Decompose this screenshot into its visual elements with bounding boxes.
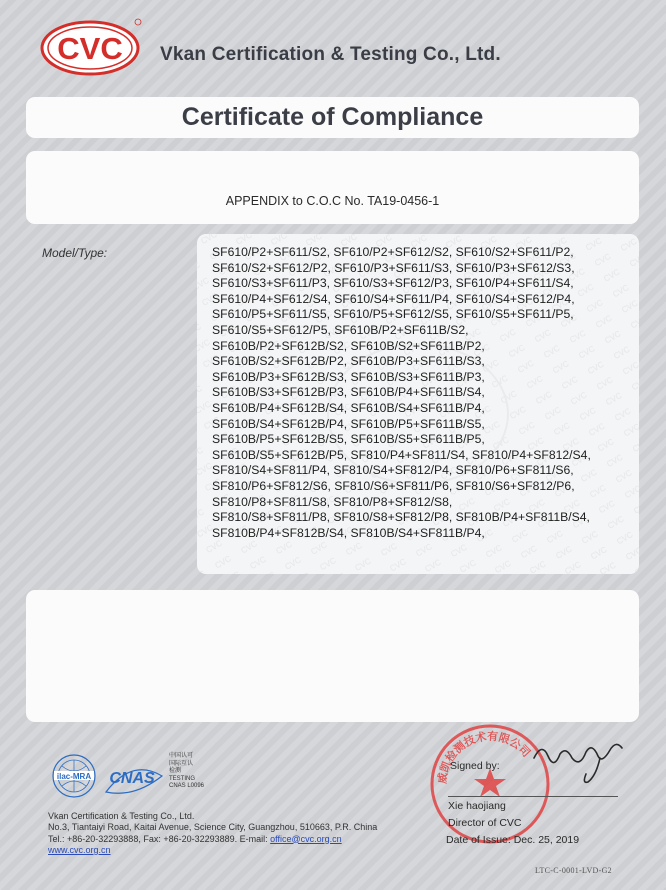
cvc-logo [40,18,144,76]
footer-company: Vkan Certification & Testing Co., Ltd. [48,811,195,821]
model-line: SF810/S4+SF811/P4, SF810/S4+SF812/P4, SF810/P6+SF811/S6, [212,463,574,478]
signatory-position: Director of CVC [448,817,522,829]
model-line: SF610B/P4+SF612B/S4, SF610B/S4+SF611B/P4, [212,400,485,415]
model-line: SF610/S3+SF611/P3, SF610/S3+SF612/P3, SF610/P4+SF611/S4, [212,276,574,291]
model-list-box [197,234,639,574]
signed-by-label: Signed by: [450,760,500,772]
blank-box [26,590,639,722]
model-line: SF610/P2+SF611/S2, SF610/P2+SF612/S2, SF610/S2+SF611/P2, [212,245,574,259]
model-line: SF610/P4+SF612/S4, SF610/S4+SF611/P4, SF610/S4+SF612/P4, [212,291,575,306]
model-line: SF810/P6+SF812/S6, SF810/S6+SF811/P6, SF810/S6+SF812/P6, [212,478,575,493]
model-line: SF610/S2+SF612/P2, SF610/P3+SF611/S3, SF610/P3+SF612/S3, [212,260,575,275]
company-title: Vkan Certification & Testing Co., Ltd. [160,44,501,65]
signatory-name: Xie haojiang [448,800,506,812]
model-line: SF810/P8+SF811/S8, SF810/P8+SF812/S8, [212,494,453,509]
ilac-mra-logo [52,750,172,802]
model-line: SF810/S8+SF811/P8, SF810/S8+SF812/P8, SF810B/P4+SF811B/S4, [212,510,590,525]
model-type-label: Model/Type: [42,246,108,260]
svg-text:威凯检测技术有限公司 [435,729,534,785]
footer-contact [48,811,377,856]
footer-address: No.3, Tiantaiyi Road, Kaitai Avenue, Science City, Guangzhou, 510663, P.R. China [48,822,378,833]
email-link[interactable]: office@cvc.org.cn [270,833,342,844]
cnas-accreditation-text: 中国认可 国际互认 检测 TESTING CNAS L0096 [169,753,205,789]
model-line: SF610/S5+SF612/P5, SF610B/P2+SF611B/S2, [212,322,469,337]
footer-phone-line [48,834,377,845]
model-line: SF610B/S4+SF612B/P4, SF610B/P5+SF611B/S5, [212,416,485,431]
handwritten-signature [530,728,630,788]
logo-text: CVC [57,31,123,66]
model-line: SF610B/P2+SF612B/S2, SF610B/S2+SF611B/P2, [212,338,485,353]
model-line: SF610/P5+SF611/S5, SF610/P5+SF612/S5, SF610/S5+SF611/P5, [212,307,574,322]
certificate-title: Certificate of Compliance [181,103,484,131]
model-line: SF610B/S5+SF612B/P5, SF810/P4+SF811/S4, SF810/P4+SF812/S4, [212,447,591,462]
model-line: SF610B/P3+SF612B/S3, SF610B/S3+SF611B/P3, [212,369,485,384]
signature-line [448,796,618,797]
document-code: LTC-C-0001-LVD-G2 [535,866,612,875]
model-line: SF610B/S3+SF612B/P3, SF610B/P4+SF611B/S4, [212,385,485,400]
header [40,12,640,82]
title-box [26,97,639,138]
appendix-box [26,151,639,224]
ilac-text: ilac-MRA [56,772,92,781]
model-list [212,245,591,541]
website-link[interactable]: www.cvc.org.cn [48,844,111,855]
seal-text: 威凯检测技术有限公司 [435,729,533,785]
date-of-issue: Date of Issue: Dec. 25, 2019 [446,834,580,846]
model-line: SF810B/P4+SF812B/S4, SF810B/S4+SF811B/P4, [212,525,485,540]
model-line: SF610B/P5+SF612B/S5, SF610B/S5+SF611B/P5, [212,432,485,447]
model-line: SF610B/S2+SF612B/P2, SF610B/P3+SF611B/S3, [212,354,485,369]
appendix-reference: APPENDIX to C.O.C No. TA19-0456-1 [225,194,440,208]
cnas-text: CNAS [109,770,155,787]
footer-tel-fax: Tel.: +86-20-32293888, Fax: +86-20-32293889. E-mail: [48,833,271,844]
